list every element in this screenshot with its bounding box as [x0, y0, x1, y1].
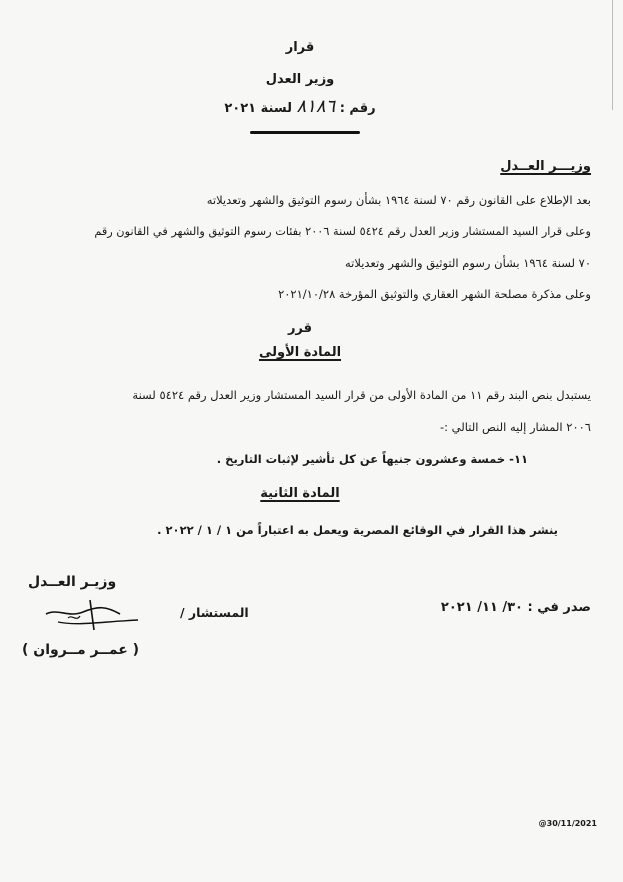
article-one-line-1: يستبدل بنص البند رقم ١١ من المادة الأولى من قرار السيد المستشار وزير العدل رقم ٥٤٢٤ لسنة: [132, 388, 591, 402]
year-label: لسنة ٢٠٢١: [224, 101, 292, 116]
minister-name: ( عمــر مــروان ): [22, 642, 140, 658]
article-two-title: المادة الثانية: [260, 486, 340, 501]
decree-issuer: وزير العدل: [265, 72, 335, 87]
number-label: رقم :: [339, 101, 376, 116]
minister-heading: وزيـــر العــدل: [500, 159, 591, 174]
issued-label: صدر في :: [527, 600, 591, 615]
article-two-text: ينشر هذا القرار في الوقائع المصرية ويعمل به اعتباراً من ١ / ١ / ٢٠٢٢ .: [157, 523, 558, 537]
date-stamp: @30/11/2021: [538, 819, 597, 828]
article-one-line-3: ١١- خمسة وعشرون جنيهاً عن كل تأشير لإثبات التاريخ .: [216, 452, 528, 466]
preamble-line-2: وعلى قرار السيد المستشار وزير العدل رقم ٥٤٢٤ لسنة ٢٠٠٦ بفئات رسوم التوثيق والشهر في القانون رقم: [94, 225, 591, 238]
preamble-line-4: وعلى مذكرة مصلحة الشهر العقاري والتوثيق المؤرخة ٢٠٢١/١٠/٢٨: [278, 287, 591, 301]
article-one-line-2: ٢٠٠٦ المشار إليه النص التالي :-: [439, 420, 591, 434]
header-underline: [250, 131, 360, 134]
issued-date: ٣٠/ ١١/ ٢٠٢١: [440, 600, 523, 615]
number-value: ٨١٨٦: [296, 96, 336, 117]
minister-signature-title: وزيـر العــدل: [28, 574, 117, 590]
preamble-line-3: ٧٠ لسنة ١٩٦٤ بشأن رسوم التوثيق والشهر وتعديلاته: [344, 256, 591, 270]
decree-number-line: [195, 96, 405, 117]
signature-mark-icon: [28, 596, 148, 636]
preamble-line-1: بعد الإطلاع على القانون رقم ٧٠ لسنة ١٩٦٤ بشأن رسوم التوثيق والشهر وتعديلاته: [206, 193, 591, 207]
decree-title: قرار: [285, 40, 315, 55]
counselor-label: المستشار /: [180, 605, 249, 620]
issued-line: [441, 600, 591, 615]
decision-label: قرر: [287, 321, 313, 336]
article-one-title: المادة الأولى: [258, 345, 342, 360]
page-edge-shadow: [612, 0, 613, 110]
